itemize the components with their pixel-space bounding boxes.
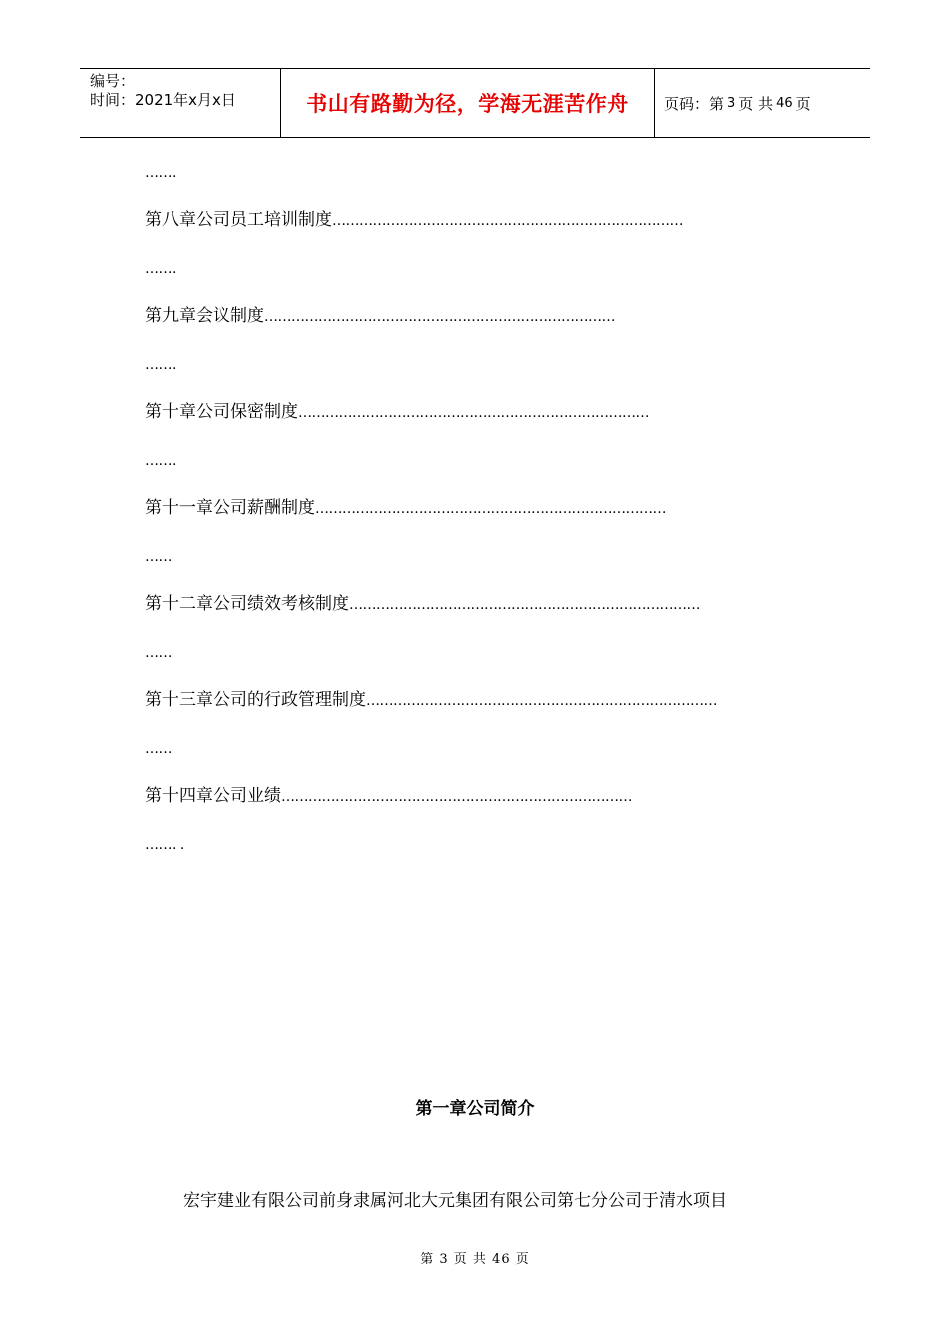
toc-entry-chapter-8[interactable]: 第八章公司员工培训制度…………………………………………………………………… [145, 210, 683, 230]
page-current: 3 [727, 95, 736, 111]
toc-entry-chapter-9[interactable]: 第九章会议制度…………………………………………………………………… [145, 306, 615, 326]
toc-continuation: …… [145, 549, 172, 565]
toc-continuation: ……. [145, 261, 176, 277]
toc-entry-chapter-13[interactable]: 第十三章公司的行政管理制度…………………………………………………………………… [145, 690, 717, 710]
body-paragraph: 宏宇建业有限公司前身隶属河北大元集团有限公司第七分公司于清水项目 [183, 1191, 727, 1211]
header-motto: 书山有路勤为径，学海无涯苦作舟 [281, 69, 655, 137]
toc-continuation: ……. [145, 357, 176, 373]
toc-entry-chapter-14[interactable]: 第十四章公司业绩…………………………………………………………………… [145, 786, 632, 806]
page-header [80, 68, 870, 138]
page-mid: 页 共 [738, 94, 774, 113]
page-footer: 第 3 页 共 46 页 [420, 1252, 530, 1267]
toc-continuation: …… [145, 645, 172, 661]
toc-entry-chapter-11[interactable]: 第十一章公司薪酬制度…………………………………………………………………… [145, 498, 666, 518]
table-of-contents [145, 158, 805, 878]
chapter-title: 第一章公司简介 [415, 1099, 535, 1119]
document-date: 时间：2021年x月x日 [90, 91, 236, 109]
page-total: 46 [776, 95, 793, 111]
header-page-info [655, 69, 870, 137]
toc-continuation: ……. . [145, 837, 184, 853]
page-label: 页码：第 [664, 94, 725, 113]
toc-continuation: ……. [145, 453, 176, 469]
document-number-label: 编号： [90, 72, 136, 90]
toc-continuation: ……. [145, 165, 176, 181]
page-end: 页 [795, 94, 811, 113]
toc-continuation: …… [145, 741, 172, 757]
header-meta [80, 69, 281, 137]
toc-entry-chapter-12[interactable]: 第十二章公司绩效考核制度…………………………………………………………………… [145, 594, 700, 614]
toc-entry-chapter-10[interactable]: 第十章公司保密制度…………………………………………………………………… [145, 402, 649, 422]
